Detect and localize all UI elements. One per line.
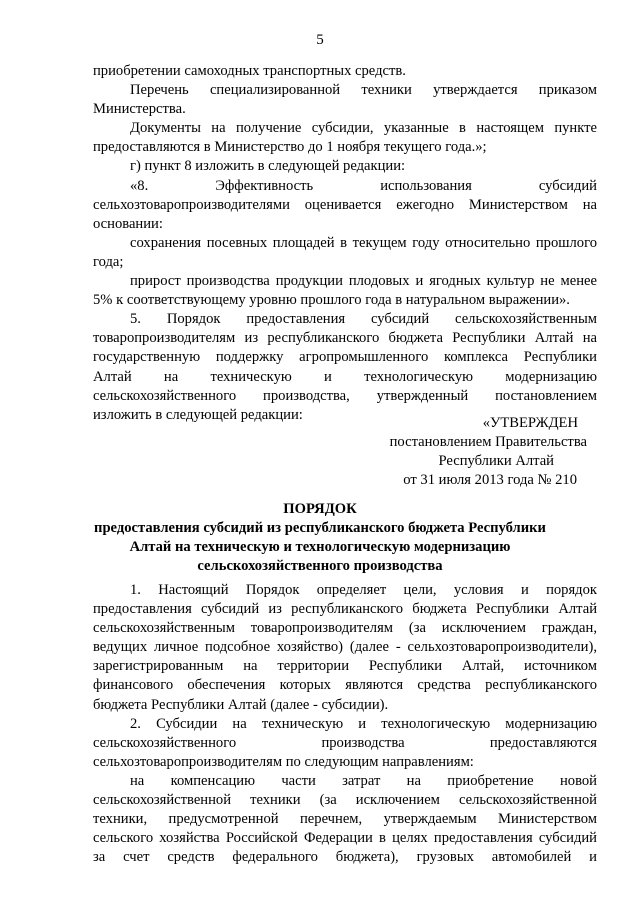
text-line: 1. Настоящий Порядок определяет цели, условия и порядок <box>130 582 597 598</box>
text-line: предоставления субсидий из республиканского бюджета Республики Алтай <box>93 601 597 618</box>
text-line: за счет средств федерального бюджета), грузовых автомобилей и <box>93 849 597 866</box>
page-number: 5 <box>316 32 324 48</box>
approval-stamp <box>0 414 640 490</box>
text-line: сохранения посевных площадей в текущем году относительно прошлого <box>130 234 597 251</box>
text-line: основании: <box>93 215 163 232</box>
text-line: г) пункт 8 изложить в следующей редакции: <box>130 158 406 175</box>
text-line: сельскохозяйственного производства, утвержденный постановлением <box>93 387 597 404</box>
text-line: сельскохозяйственным товаропроизводителям (за исключением граждан, <box>93 620 597 637</box>
text-line: товаропроизводителям из республиканского бюджета Республики Алтай на <box>93 330 597 347</box>
text-line: зарегистрированным на территории Республики Алтай, источником <box>93 658 597 675</box>
text-line: предоставляются в Министерство до 1 ноября текущего года.»; <box>93 139 487 156</box>
title-subtitle-line: предоставления субсидий из республиканского бюджета Республики <box>94 520 546 537</box>
text-line: Документы на получение субсидии, указанные в настоящем пункте <box>130 120 597 137</box>
text-line: года; <box>93 253 124 270</box>
approval-line: постановлением Правительства <box>389 434 587 451</box>
text-line: «8. Эффективность использования субсидий <box>130 177 597 194</box>
text-line: Перечень специализированной техники утверждается приказом <box>130 82 597 99</box>
text-line: государственную поддержку агропромышленного комплекса Республики <box>93 349 597 366</box>
text-line: изложить в следующей редакции: <box>93 406 303 423</box>
text-line: сельскохозяйственной техники (за исключением сельскохозяйственной <box>93 792 597 809</box>
approval-line: Республики Алтай <box>438 453 554 470</box>
text-line: 5% к соответствующему уровню прошлого года в натуральном выражении». <box>93 292 570 309</box>
approval-line: «УТВЕРЖДЕН <box>482 415 578 431</box>
title-heading: ПОРЯДОК <box>283 501 357 517</box>
title-subtitle-line: Алтай на техническую и технологическую модернизацию <box>129 539 511 556</box>
procedure-text <box>93 581 597 867</box>
text-line: бюджета Республики Алтай (далее - субсидии). <box>93 696 389 713</box>
title-subtitle-line: сельскохозяйственного производства <box>197 558 443 575</box>
text-line: прирост производства продукции плодовых и ягодных культур не менее <box>130 273 597 290</box>
text-line: сельскохозяйственного производства предоставляются <box>93 734 597 751</box>
text-line: сельхозтоваропроизводителями оценивается ежегодно Министерством на <box>93 196 597 213</box>
text-line: финансового обеспечения которых являются средства республиканского <box>93 677 597 694</box>
text-line: ведущих личное подсобное хозяйство) (далее - сельхозтоваропроизводители), <box>93 639 597 656</box>
text-line: 2. Субсидии на техническую и технологическую модернизацию <box>130 715 597 732</box>
text-line: на компенсацию части затрат на приобретение новой <box>130 772 597 789</box>
text-line: 5. Порядок предоставления субсидий сельскохозяйственным <box>130 311 597 328</box>
amendment-text <box>93 62 597 425</box>
document-title <box>0 500 640 576</box>
text-line: приобретении самоходных транспортных средств. <box>93 63 406 79</box>
text-line: Министерства. <box>93 101 186 118</box>
text-line: сельского хозяйства Российской Федерации в целях предоставления субсидий <box>93 830 597 847</box>
text-line: сельхозтоваропроизводителям по следующим направлениям: <box>93 753 474 770</box>
text-line: Алтай на техническую и технологическую модернизацию <box>93 368 597 385</box>
text-line: техники, предусмотренной перечнем, утверждаемым Министерством <box>93 811 597 828</box>
approval-line: от 31 июля 2013 года № 210 <box>403 472 577 489</box>
